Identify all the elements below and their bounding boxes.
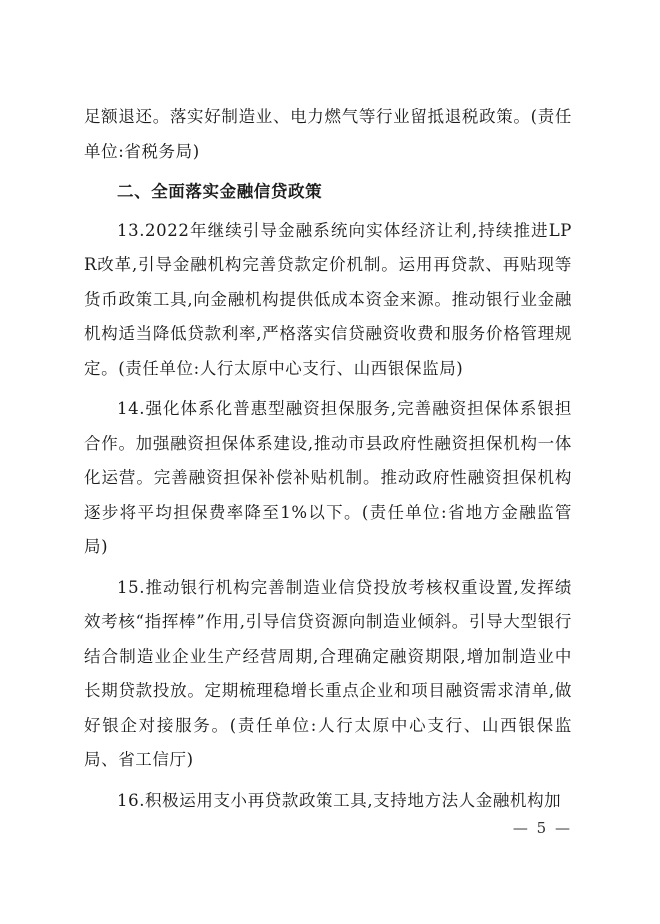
page-number: — 5 — xyxy=(512,819,572,837)
paragraph-item-14: 14.强化体系化普惠型融资担保服务,完善融资担保体系银担合作。加强融资担保体系建设,推动市县政府性融资担保机构一体化运营。完善融资担保补偿补贴机制。推动政府性融资担保机构逐步将平均担保费率降至1%以下。(责任单位:省地方金融监管局) xyxy=(84,399,572,556)
paragraph-item-16: 16.积极运用支小再贷款政策工具,支持地方法人金融机构加 xyxy=(117,790,562,810)
document-body xyxy=(84,100,572,818)
paragraph-item-13: 13.2022年继续引导金融系统向实体经济让利,持续推进LPR改革,引导金融机构完善贷款定价机制。运用再贷款、再贴现等货币政策工具,向金融机构提供低成本资金来源。推动银行业金融机构适当降低贷款利率,严格落实信贷融资收费和服务价格管理规定。(责任单位:人行太原中心支行、山西银保监局) xyxy=(84,220,572,378)
paragraph-continuation: 足额退还。落实好制造业、电力燃气等行业留抵退税政策。(责任单位:省税务局) xyxy=(84,107,572,161)
section-heading: 二、全面落实金融信贷政策 xyxy=(117,182,323,201)
paragraph-item-15: 15.推动银行机构完善制造业信贷投放考核权重设置,发挥绩效考核“指挥棒”作用,引导信贷资源向制造业倾斜。引导大型银行结合制造业企业生产经营周期,合理确定融资期限,增加制造业中长期贷款投放。定期梳理稳增长重点企业和项目融资需求清单,做好银企对接服务。(责任单位:人行太原中心支行、山西银保监局、省工信厅) xyxy=(84,577,572,769)
